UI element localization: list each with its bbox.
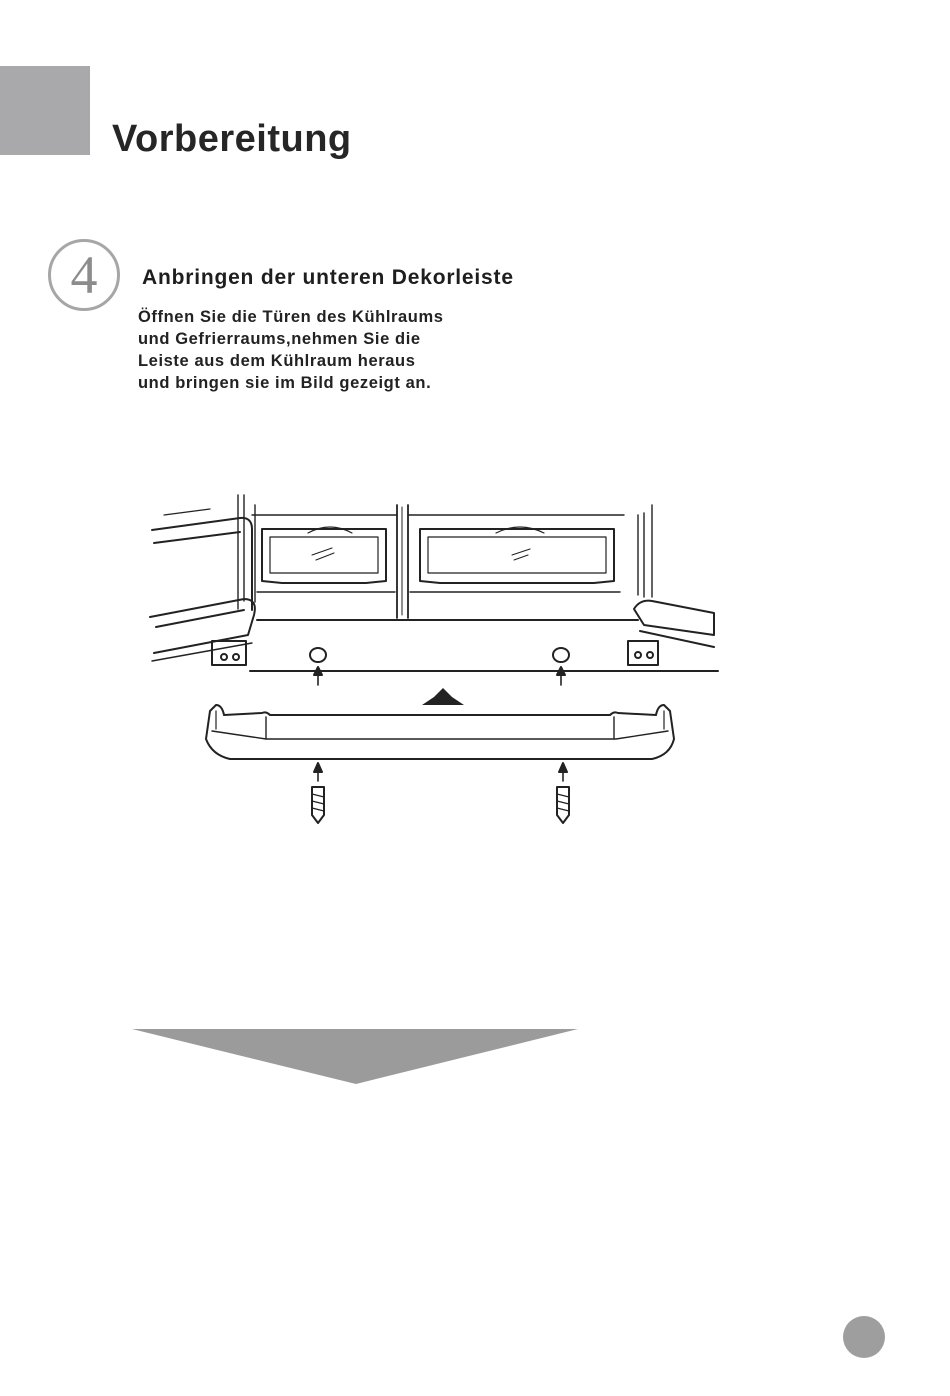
kickplate-installation-diagram: [140, 485, 730, 835]
down-triangle-arrow-icon: [132, 1026, 580, 1086]
step-number-badge: [48, 239, 120, 311]
instruction-line: Leiste aus dem Kühlraum heraus: [138, 352, 416, 370]
left-door-illustration: [150, 495, 255, 665]
mounting-hole-right: [553, 648, 569, 685]
step-heading: Anbringen der unteren Dekorleiste: [142, 266, 514, 289]
right-door-illustration: [628, 505, 714, 665]
left-drawer-handle: [262, 527, 386, 583]
mounting-hole-left: [310, 648, 326, 685]
step-number: 4: [70, 245, 98, 305]
screw-right: [557, 763, 569, 823]
page-number-dot: [843, 1316, 885, 1358]
screw-left: [312, 763, 324, 823]
right-drawer-handle: [420, 527, 614, 583]
kickplate-illustration: [206, 705, 674, 759]
instruction-text: [138, 306, 444, 394]
page-title: Vorbereitung: [112, 118, 352, 160]
up-arrow-icon: [422, 688, 464, 705]
instruction-line: und Gefrierraums,nehmen Sie die: [138, 330, 421, 348]
instruction-line: Öffnen Sie die Türen des Kühlraums: [138, 308, 444, 326]
section-tab-block: [0, 66, 90, 155]
instruction-line: und bringen sie im Bild gezeigt an.: [138, 374, 432, 392]
